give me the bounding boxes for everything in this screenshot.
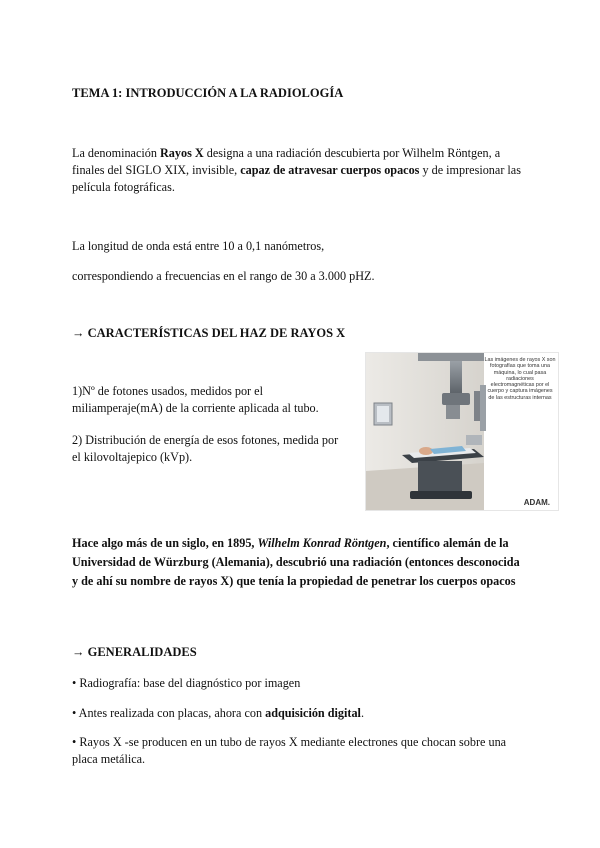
figure-caption: Las imágenes de rayos X son fotografías que toma una máquina, lo cual pasa radiaciones electromagnéticas por el cuerpo y captura imágenes de las estructuras internas <box>484 357 556 401</box>
bullet-placas-text: • Antes realizada con placas, ahora con <box>72 706 266 720</box>
bullet-placas-end: . <box>360 706 364 720</box>
xray-machine-figure <box>365 352 559 511</box>
history-paragraph <box>72 534 524 591</box>
intro-bold-2: capaz de atravesar cuerpos opacos <box>240 163 420 177</box>
document-title: TEMA 1: INTRODUCCIÓN A LA RADIOLOGÍA <box>72 86 344 100</box>
section-heading-generalidades: → GENERALIDADES <box>72 645 197 659</box>
intro-text-2: designa a una radiación descubierta por Wilhelm Röntgen, a finales del SIGLO XIX, invisible, <box>72 146 501 177</box>
intro-text-1: La denominación <box>72 146 160 160</box>
bullet-placas <box>72 705 532 722</box>
characteristic-item-2: 2) Distribución de energía de esos fotones, medida por el kilovoltajepico (kVp). <box>72 433 339 464</box>
history-name: Wilhelm Konrad Röntgen <box>257 536 387 550</box>
adam-logo: ADAM. <box>523 498 550 507</box>
bullet-rayos-x: • Rayos X -se producen en un tubo de rayos X mediante electrones que chocan sobre una placa metálica. <box>72 735 507 766</box>
section-heading-caracteristicas: → CARACTERÍSTICAS DEL HAZ DE RAYOS X <box>72 326 346 340</box>
intro-paragraph <box>72 145 532 196</box>
bullet-placas-bold: adquisición digital <box>265 706 361 720</box>
history-text-2: , científico alemán de la Universidad de Würzburg (Alemania), descubrió una radiación (entonces desconocida y de ahí su nombre de rayos X) que tenía la propiedad de penetrar los cuerpos opacos <box>72 536 520 588</box>
bullet-radiografia: • Radiografía: base del diagnóstico por imagen <box>72 676 301 690</box>
history-text-1: Hace algo más de un siglo, en 1895, <box>72 536 258 550</box>
intro-bold-1: Rayos X <box>160 146 204 160</box>
wavelength-line: La longitud de onda está entre 10 a 0,1 nanómetros, <box>72 239 325 253</box>
characteristic-item-1: 1)Nº de fotones usados, medidos por el miliamperaje(mA) de la corriente aplicada al tubo. <box>72 384 319 415</box>
frequency-line: correspondiendo a frecuencias en el rango de 30 a 3.000 pHZ. <box>72 269 375 283</box>
intro-text-3: y de impresionar las película fotográficas. <box>72 163 521 194</box>
